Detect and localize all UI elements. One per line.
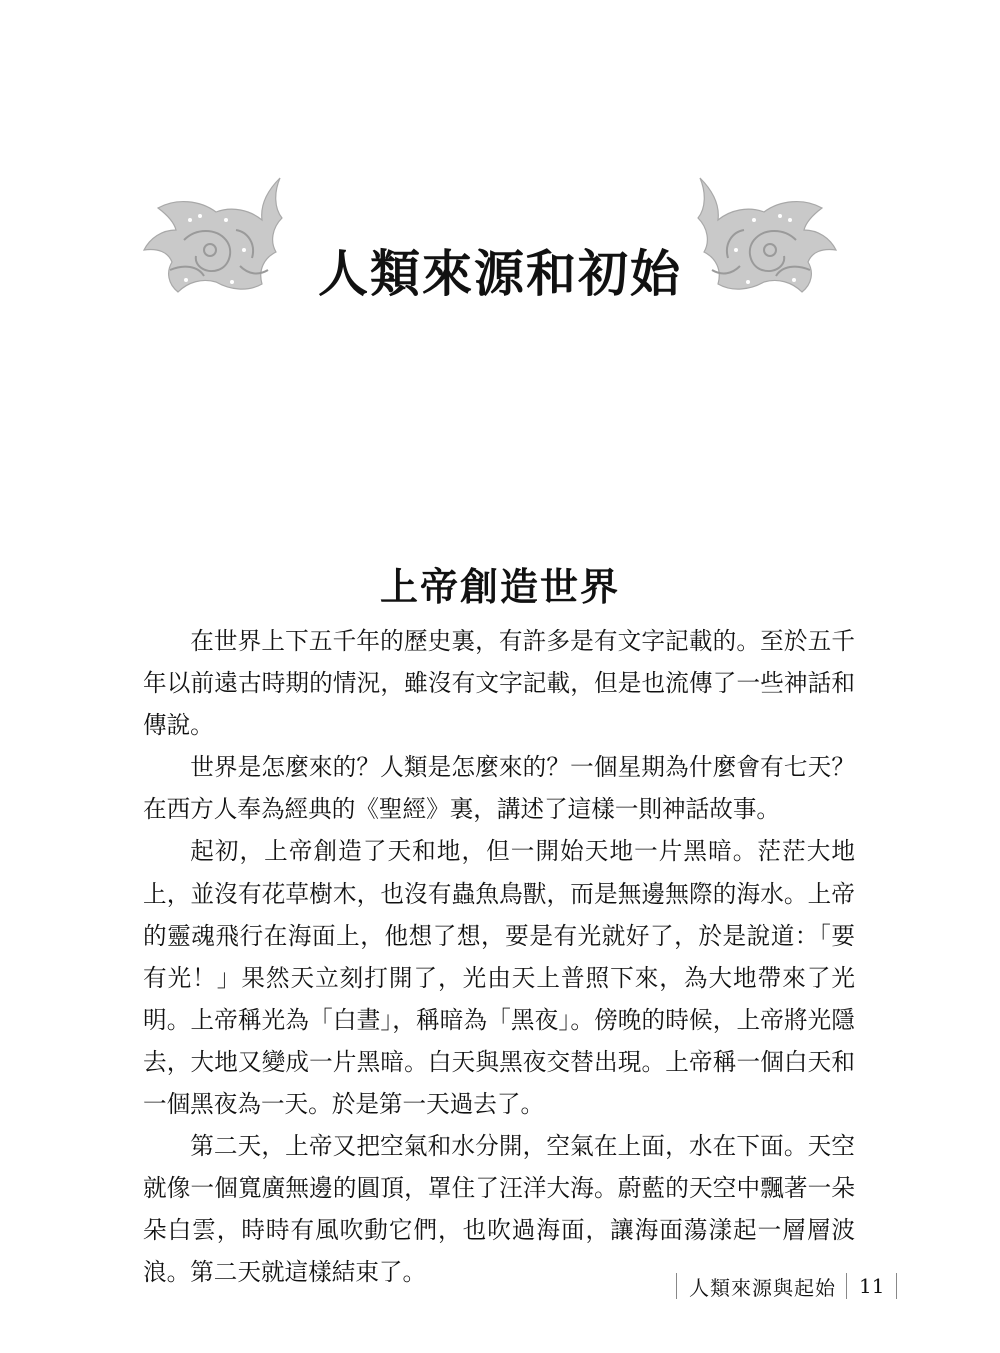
running-title: 人類來源與起始 bbox=[689, 1275, 836, 1300]
chapter-title: 人類來源和初始 bbox=[318, 243, 682, 303]
footer-divider bbox=[896, 1273, 897, 1299]
page-footer bbox=[676, 1266, 897, 1306]
paragraph: 起初，上帝創造了天和地，但一開始天地一片黑暗。茫茫大地上，並沒有花草樹木，也沒有蟲魚鳥獸，而是無邊無際的海水。上帝的靈魂飛行在海面上，他想了想，要是有光就好了，於是說道：「要有光！」果然天立刻打開了，光由天上普照下來，為大地帶來了光明。上帝稱光為「白晝」，稱暗為「黑夜」。傍晚的時候，上帝將光隱去，大地又變成一片黑暗。白天與黑夜交替出現。上帝稱一個白天和一個黑夜為一天。於是第一天過去了。 bbox=[143, 837, 855, 1119]
body-text bbox=[143, 620, 855, 1294]
dragon-ornament-icon bbox=[690, 170, 840, 300]
page-number: 11 bbox=[859, 1274, 885, 1298]
dragon-ornament-icon bbox=[140, 170, 290, 300]
paragraph: 在世界上下五千年的歷史裏，有許多是有文字記載的。至於五千年以前遠古時期的情況，雖沒有文字記載，但是也流傳了一些神話和傳說。 bbox=[143, 627, 855, 740]
section-title: 上帝創造世界 bbox=[379, 563, 620, 609]
paragraph: 世界是怎麼來的？人類是怎麼來的？一個星期為什麼會有七天？在西方人奉為經典的《聖經》裏，講述了這樣一則神話故事。 bbox=[143, 753, 855, 824]
paragraph: 第二天，上帝又把空氣和水分開，空氣在上面，水在下面。天空就像一個寬廣無邊的圓頂，罩住了汪洋大海。蔚藍的天空中飄著一朵朵白雲，時時有風吹動它們，也吹過海面，讓海面蕩漾起一層層波浪。第二天就這樣結束了。 bbox=[143, 1132, 855, 1287]
